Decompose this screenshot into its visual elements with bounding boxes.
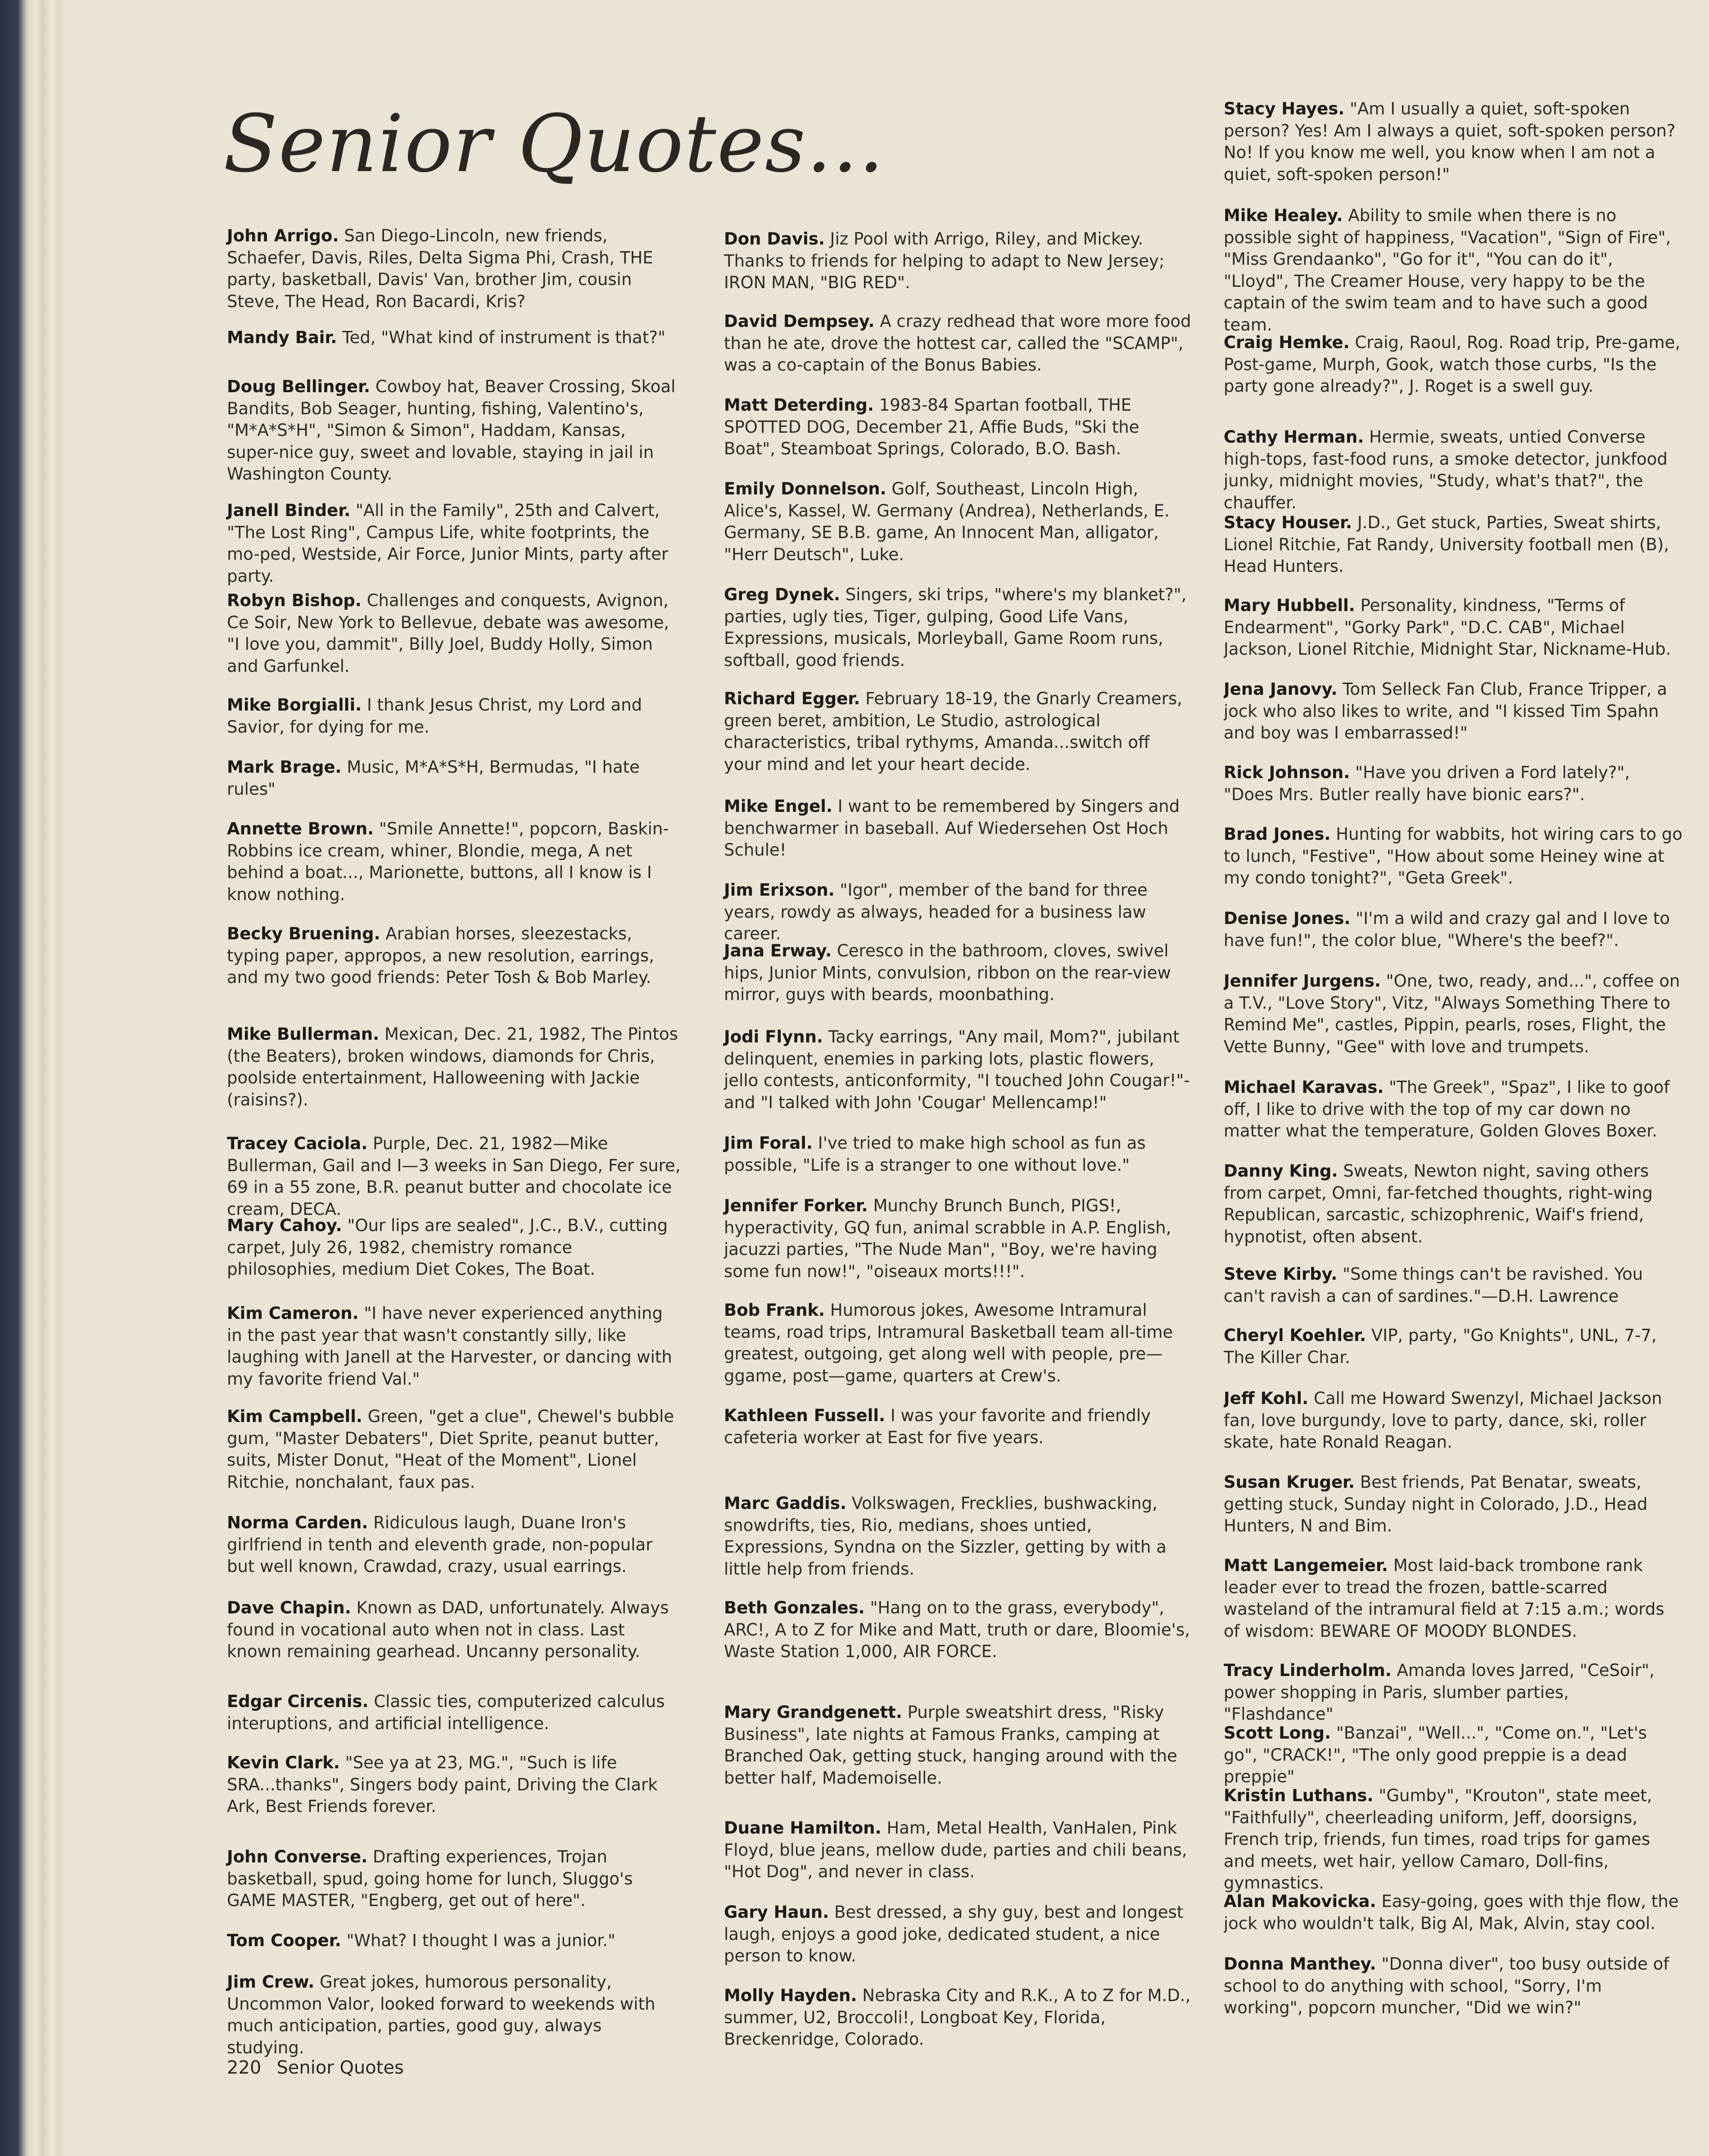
senior-name: Stacy Hayes. (1224, 99, 1345, 118)
senior-name: Becky Bruening. (227, 924, 380, 943)
quote-text: A crazy redhead that wore more food than he ate, drove the hottest car, called the "SCAMP", was a co-captain of the Bonus Babies. (724, 312, 1191, 375)
quote-entry (724, 688, 1192, 775)
quote-text: "One, two, ready, and...", coffee on a T.V., "Love Story", Vitz, "Always Something There to Remind Me", castles, Pippin, pearls, roses, Flight, the Vette Bunny, "Gee" with love and trumpets. (1224, 971, 1680, 1056)
quote-entry (724, 478, 1192, 566)
quote-text: Jiz Pool with Arrigo, Riley, and Mickey. Thanks to friends for helping to adapt to New Jersey; IRON MAN, "BIG RED". (724, 229, 1165, 292)
quote-entry (227, 1752, 682, 1818)
quote-entry (724, 796, 1192, 861)
quote-text: Music, M*A*S*H, Bermudas, "I hate rules" (227, 757, 640, 799)
quote-entry (1224, 1660, 1683, 1726)
quote-text: Most laid-back trombone rank leader ever to tread the frozen, battle-scarred wasteland of the intramural field at 7:15 a.m.; words of wisdom: BEWARE OF MOODY BLONDES. (1224, 1556, 1664, 1641)
quote-entry (724, 940, 1192, 1006)
quote-text: "I'm a wild and crazy gal and I love to have fun!", the color blue, "Where's the beef?". (1224, 909, 1670, 950)
senior-name: Jena Janovy. (1224, 679, 1338, 699)
quote-entry (1224, 595, 1683, 661)
quote-entry (1224, 426, 1683, 514)
quote-entry (227, 923, 682, 989)
senior-name: Mike Borgialli. (227, 695, 362, 715)
quote-text: Best friends, Pat Benatar, sweats, getting stuck, Sunday night in Colorado, J.D., Head Hunters, N and Bim. (1224, 1472, 1648, 1535)
senior-name: Mike Engel. (724, 797, 833, 816)
senior-name: Dave Chapin. (227, 1598, 351, 1617)
quote-entry (724, 394, 1192, 460)
senior-name: Mary Grandgenett. (724, 1703, 902, 1722)
quote-text: "Donna diver", too busy outside of school to do anything with school, "Sorry, I'm working", popcorn muncher, "Did we win?" (1224, 1954, 1669, 2017)
quote-text: J.D., Get stuck, Parties, Sweat shirts, Lionel Ritchie, Fat Randy, University football men (B), Head Hunters. (1224, 513, 1669, 576)
quote-entry (1224, 1325, 1683, 1368)
quote-entry (1224, 824, 1683, 889)
quote-entry (227, 500, 682, 587)
quote-entry (724, 228, 1192, 294)
senior-name: Norma Carden. (227, 1513, 368, 1532)
senior-name: Matt Langemeier. (1224, 1556, 1388, 1575)
quote-text: "All in the Family", 25th and Calvert, "The Lost Ring", Campus Life, white footprints, the mo-ped, Westside, Air Force, Junior Mints, party after party. (227, 501, 669, 586)
senior-name: Mark Brage. (227, 757, 342, 777)
quote-entry (227, 1512, 682, 1578)
quote-text: Ridiculous laugh, Duane Iron's girlfriend in tenth and eleventh grade, non-popular but well known, Crawdad, crazy, usual earrings. (227, 1513, 653, 1576)
page-title: Senior Quotes... (223, 98, 885, 190)
senior-name: Matt Deterding. (724, 395, 874, 415)
quote-text: Purple sweatshirt dress, "Risky Business", late nights at Famous Franks, camping at Branched Oak, getting stuck, hanging around with the better half, Mademoiselle. (724, 1703, 1177, 1788)
quote-text: I want to be remembered by Singers and benchwarmer in baseball. Auf Wiedersehen Ost Hoch Schule! (724, 797, 1180, 860)
senior-name: Emily Donnelson. (724, 479, 886, 498)
quote-entry (1224, 1785, 1683, 1894)
quote-text: February 18-19, the Gnarly Creamers, green beret, ambition, Le Studio, astrological characteristics, tribal rythyms, Amanda...switch off your mind and let your heart decide. (724, 689, 1183, 774)
page-number: 220 (227, 2057, 262, 2078)
senior-name: Tracey Caciola. (227, 1134, 368, 1153)
quote-entry (1224, 1160, 1683, 1248)
quote-text: Ted, "What kind of instrument is that?" (337, 328, 665, 347)
quote-text: Easy-going, goes with thje flow, the jock who wouldn't talk, Big Al, Mak, Alvin, stay cool. (1224, 1892, 1679, 1933)
quote-text: Amanda loves Jarred, "CeSoir", power shopping in Paris, slumber parties, "Flashdance" (1224, 1661, 1655, 1724)
senior-name: Beth Gonzales. (724, 1598, 865, 1617)
senior-name: Kevin Clark. (227, 1753, 340, 1772)
section-title: Senior Quotes (276, 2057, 404, 2078)
quote-entry (227, 1846, 682, 1912)
quote-text: "What? I thought I was a junior." (341, 1931, 615, 1950)
quote-entry (724, 1702, 1192, 1789)
quote-text: Craig, Raoul, Rog. Road trip, Pre-game, Post-game, Murph, Gook, watch those curbs, "Is the party gone already?", J. Roget is a swell guy. (1224, 333, 1681, 396)
senior-name: Molly Hayden. (724, 1986, 857, 2005)
quote-entry (227, 1133, 682, 1220)
senior-name: Tom Cooper. (227, 1931, 341, 1950)
quote-entry (1224, 1264, 1683, 1307)
senior-name: Greg Dynek. (724, 585, 841, 604)
quote-text: Ceresco in the bathroom, cloves, swivel hips, Junior Mints, convulsion, ribbon on the rear-view mirror, guys with beards, moonbathing. (724, 941, 1171, 1004)
quote-text: Known as DAD, unfortunately. Always found in vocational auto when not in class. Last known remaining gearhead. Uncanny personality. (227, 1598, 669, 1661)
quote-entry (1224, 1953, 1683, 2019)
quote-entry (724, 1405, 1192, 1449)
quote-entry (227, 590, 682, 677)
quote-text: Personality, kindness, "Terms of Endearment", "Gorky Park", "D.C. CAB", Michael Jackson, Lionel Ritchie, Midnight Star, Nickname-Hub. (1224, 596, 1671, 659)
senior-name: Jeff Kohl. (1224, 1389, 1309, 1408)
quote-entry (724, 1026, 1192, 1114)
senior-name: Kristin Luthans. (1224, 1786, 1374, 1805)
quote-entry (1224, 1077, 1683, 1142)
quote-entry (227, 1971, 682, 2059)
quote-text: Best dressed, a shy guy, best and longest laugh, enjoys a good joke, dedicated student, a nice person to know. (724, 1902, 1184, 1966)
quote-entry (227, 1024, 682, 1111)
quote-entry (724, 1597, 1192, 1663)
quote-text: Drafting experiences, Trojan basketball, spud, going home for lunch, Sluggo's GAME MASTER, "Engberg, get out of here". (227, 1847, 633, 1910)
quote-text: 1983-84 Spartan football, THE SPOTTED DOG, December 21, Affie Buds, "Ski the Boat", Steamboat Springs, Colorado, B.O. Bash. (724, 395, 1139, 458)
quote-entry (724, 1493, 1192, 1580)
senior-name: Gary Haun. (724, 1902, 829, 1922)
quote-text: Sweats, Newton night, saving others from carpet, Omni, far-fetched thoughts, right-wing Republican, sarcastic, schizophrenic, Waif's friend, hypnotist, often absent. (1224, 1161, 1653, 1246)
senior-name: Cheryl Koehler. (1224, 1326, 1366, 1345)
quote-text: I was your favorite and friendly cafeteria worker at East for five years. (724, 1406, 1151, 1447)
quote-text: Hermie, sweats, untied Converse high-tops, fast-food runs, a smoke detector, junkfood junky, midnight movies, "Study, what's that?", the chauffer. (1224, 427, 1668, 512)
quote-text: Green, "get a clue", Chewel's bubble gum, "Master Debaters", Diet Sprite, peanut butter, suits, Mister Donut, "Heat of the Moment", Lionel Ritchie, nonchalant, faux pas. (227, 1407, 674, 1492)
quote-text: Hunting for wabbits, hot wiring cars to go to lunch, "Festive", "How about some Heiney wine at my condo tonight?", "Geta Greek". (1224, 824, 1682, 888)
senior-name: Danny King. (1224, 1161, 1338, 1181)
senior-name: Annette Brown. (227, 819, 374, 838)
quote-text: "See ya at 23, MG.", "Such is life SRA...thanks", Singers body paint, Driving the Clark Ark, Best Friends forever. (227, 1753, 658, 1816)
senior-name: Doug Bellinger. (227, 377, 371, 396)
quote-text: Munchy Brunch Bunch, PIGS!, hyperactivity, GQ fun, animal scrabble in A.P. English, jacuzzi parties, "The Nude Man", "Boy, we're having some fun now!", "oiseaux morts!!!". (724, 1196, 1171, 1281)
quote-text: Ham, Metal Health, VanHalen, Pink Floyd, blue jeans, mellow dude, parties and chili beans, "Hot Dog", and never in class. (724, 1818, 1187, 1881)
quote-text: Golf, Southeast, Lincoln High, Alice's, Kassel, W. Germany (Andrea), Netherlands, E. Germany, SE B.B. game, An Innocent Man, alligator, "Herr Deutsch", Luke. (724, 479, 1170, 564)
senior-name: Duane Hamilton. (724, 1818, 882, 1838)
quote-entry (724, 1195, 1192, 1282)
quote-text: Call me Howard Swenzyl, Michael Jackson fan, love burgundy, love to party, dance, ski, roller skate, hate Ronald Reagan. (1224, 1389, 1662, 1452)
quote-entry (227, 1303, 682, 1390)
senior-name: Kathleen Fussell. (724, 1406, 886, 1425)
quote-entry (724, 1300, 1192, 1387)
senior-name: Janell Binder. (227, 501, 351, 520)
quote-entry (1224, 762, 1683, 806)
quote-entry (227, 756, 682, 800)
quote-text: Singers, ski trips, "where's my blanket?", parties, ugly ties, Tiger, gulping, Good Life Vans, Expressions, musicals, Morleyball, Game Room runs, softball, good friends. (724, 585, 1187, 670)
quote-text: Tom Selleck Fan Club, France Tripper, a jock who also likes to write, and "I kissed Tim Spahn and boy was I embarrassed!" (1224, 679, 1668, 743)
senior-name: Don Davis. (724, 229, 825, 249)
senior-name: Jim Crew. (227, 1972, 315, 1992)
quote-entry (724, 584, 1192, 671)
senior-name: Robyn Bishop. (227, 591, 362, 610)
quote-entry (1224, 205, 1683, 336)
quote-text: San Diego-Lincoln, new friends, Schaefer, Davis, Riles, Delta Sigma Phi, Crash, THE party, basketball, Davis' Van, brother Jim, cousin Steve, The Head, Ron Bacardi, Kris? (227, 226, 653, 311)
senior-name: Jim Foral. (724, 1133, 813, 1153)
quote-text: VIP, party, "Go Knights", UNL, 7-7, The Killer Char. (1224, 1326, 1657, 1367)
yearbook-page (63, 0, 1709, 2156)
senior-name: John Converse. (227, 1847, 368, 1866)
senior-name: Mike Healey. (1224, 206, 1343, 225)
quote-entry (227, 1215, 682, 1281)
quote-text: Challenges and conquests, Avignon, Ce Soir, New York to Bellevue, debate was awesome, "I love you, dammit", Billy Joel, Buddy Holly, Simon and Garfunkel. (227, 591, 669, 676)
page-footer (227, 2056, 404, 2079)
quote-text: Humorous jokes, Awesome Intramural teams, road trips, Intramural Basketball team all-time greatest, outgoing, get along well with people, pre—ggame, post—game, quarters at Crew's. (724, 1300, 1173, 1386)
quote-entry (724, 879, 1192, 945)
quote-text: I've tried to make high school as fun as possible, "Life is a stranger to one without love." (724, 1133, 1146, 1175)
senior-name: John Arrigo. (227, 226, 339, 245)
quote-entry (227, 1597, 682, 1663)
quote-entry (724, 1817, 1192, 1883)
quote-text: Purple, Dec. 21, 1982—Mike Bullerman, Gail and I—3 weeks in San Diego, Fer sure, 69 in a 55 zone, B.R. peanut butter and chocolate ice cream, DECA. (227, 1134, 681, 1219)
senior-name: Donna Manthey. (1224, 1954, 1376, 1974)
senior-name: Mary Hubbell. (1224, 596, 1355, 615)
senior-name: Susan Kruger. (1224, 1472, 1355, 1492)
quote-entry (227, 376, 682, 485)
quote-entry (724, 311, 1192, 376)
senior-name: Tracy Linderholm. (1224, 1661, 1392, 1680)
senior-name: Mary Cahoy. (227, 1216, 342, 1235)
senior-name: Bob Frank. (724, 1300, 825, 1320)
quote-entry (724, 1902, 1192, 1967)
quote-entry (1224, 1891, 1683, 1934)
senior-name: Kim Campbell. (227, 1407, 362, 1426)
quote-entry (1224, 679, 1683, 744)
quote-entry (227, 1930, 682, 1952)
book-page-edges (0, 0, 68, 2156)
senior-name: Richard Egger. (724, 689, 860, 708)
senior-name: Mike Bullerman. (227, 1024, 380, 1044)
senior-name: Scott Long. (1224, 1723, 1331, 1743)
senior-name: Steve Kirby. (1224, 1264, 1338, 1284)
quotes-column-right (1224, 0, 1709, 2156)
quote-text: Mexican, Dec. 21, 1982, The Pintos (the Beaters), broken windows, diamonds for Chris, poolside entertainment, Halloweening with Jackie (raisins?). (227, 1024, 678, 1110)
senior-name: Jennifer Jurgens. (1224, 971, 1381, 991)
quote-entry (227, 694, 682, 738)
quote-entry (1224, 332, 1683, 398)
quote-text: "The Greek", "Spaz", I like to goof off, I like to drive with the top of my car down no matter what the temperature, Golden Gloves Boxer. (1224, 1078, 1670, 1141)
quote-text: Volkswagen, Frecklies, bushwacking, snowdrifts, ties, Rio, medians, shoes untied, Expressions, Syndna on the Sizzler, getting by with a little help from friends. (724, 1494, 1166, 1579)
quote-text: Arabian horses, sleezestacks, typing paper, appropos, a new resolution, earrings, and my two good friends: Peter Tosh & Bob Marley. (227, 924, 654, 987)
quote-text: Great jokes, humorous personality, Uncommon Valor, looked forward to weekends with much anticipation, parties, good guy, always studying. (227, 1972, 656, 2057)
quote-text: Nebraska City and R.K., A to Z for M.D., summer, U2, Broccoli!, Longboat Key, Florida, Breckenridge, Colorado. (724, 1986, 1191, 2049)
quote-text: Cowboy hat, Beaver Crossing, Skoal Bandits, Bob Seager, hunting, fishing, Valentino's, "M*A*S*H", "Simon & Simon", Haddam, Kansas, super-nice guy, sweet and lovable, staying in jail in Washington County. (227, 377, 676, 484)
senior-name: Alan Makovicka. (1224, 1892, 1376, 1911)
senior-name: Jodi Flynn. (724, 1027, 823, 1046)
quote-entry (1224, 98, 1683, 186)
quote-entry (1224, 1388, 1683, 1454)
quote-entry (724, 1985, 1192, 2051)
quote-entry (227, 225, 682, 313)
quote-entry (227, 327, 682, 349)
quote-entry (227, 818, 682, 906)
quote-entry (1224, 970, 1683, 1058)
senior-name: Edgar Circenis. (227, 1692, 369, 1711)
quote-text: Classic ties, computerized calculus interuptions, and artificial intelligence. (227, 1692, 665, 1733)
quote-text: "Our lips are sealed", J.C., B.V., cutting carpet, July 26, 1982, chemistry romance philosophies, medium Diet Cokes, The Boat. (227, 1216, 668, 1279)
quote-text: "Banzai", "Well...", "Come on.", "Let's go", "CRACK!", "The only good preppie is a dead preppie" (1224, 1723, 1647, 1786)
quote-entry (1224, 1555, 1683, 1642)
quote-text: "Smile Annette!", popcorn, Baskin-Robbins ice cream, whiner, Blondie, mega, A net behind a boat..., Marionette, buttons, all I know is I know nothing. (227, 819, 669, 904)
quote-text: "Some things can't be ravished. You can't ravish a can of sardines."—D.H. Lawrence (1224, 1264, 1643, 1306)
quote-text: "Hang on to the grass, everybody", ARC!, A to Z for Mike and Matt, truth or dare, Bloomie's, Waste Station 1,000, AIR FORCE. (724, 1598, 1190, 1661)
senior-name: David Dempsey. (724, 312, 875, 331)
senior-name: Brad Jones. (1224, 824, 1331, 844)
senior-name: Cathy Herman. (1224, 427, 1364, 447)
senior-name: Rick Johnson. (1224, 763, 1350, 782)
quote-text: Ability to smile when there is no possible sight of happiness, "Vacation", "Sign of Fire", "Miss Grendaanko", "Go for it", "You can do it", "Lloyd", The Creamer House, very happy to be the captain of the swim team and to have such a good team. (1224, 206, 1671, 335)
senior-name: Michael Karavas. (1224, 1078, 1384, 1097)
senior-name: Mandy Bair. (227, 328, 337, 347)
senior-name: Jana Erway. (724, 941, 832, 960)
quote-text: Tacky earrings, "Any mail, Mom?", jubilant delinquent, enemies in parking lots, plastic flowers, jello contests, anticonformity, "I touched John Cougar!"-and "I talked with John 'Cougar' Mellencamp!" (724, 1027, 1190, 1112)
quote-text: "Am I usually a quiet, soft-spoken person? Yes! Am I always a quiet, soft-spoken person? No! If you know me well, you know when I am not a quiet, soft-spoken person!" (1224, 99, 1676, 184)
senior-name: Jennifer Forker. (724, 1196, 868, 1215)
quote-entry (227, 1691, 682, 1735)
senior-name: Marc Gaddis. (724, 1494, 846, 1513)
quote-entry (227, 1406, 682, 1493)
senior-name: Stacy Houser. (1224, 513, 1352, 532)
quote-entry (1224, 1472, 1683, 1537)
quote-text: "Gumby", "Krouton", state meet, "Faithfully", cheerleading uniform, Jeff, doorsigns, French trip, friends, fun times, road trips for games and meets, wet hair, yellow Camaro, Doll-fins, gymnastics. (1224, 1786, 1652, 1893)
senior-name: Denise Jones. (1224, 909, 1351, 928)
quote-text: "I have never experienced anything in the past year that wasn't constantly silly, like laughing with Janell at the Harvester, or dancing with my favorite friend Val." (227, 1304, 672, 1389)
quote-text: "Have you driven a Ford lately?", "Does Mrs. Butler really have bionic ears?". (1224, 763, 1630, 804)
senior-name: Craig Hemke. (1224, 333, 1350, 352)
senior-name: Kim Cameron. (227, 1304, 359, 1323)
quote-entry (1224, 908, 1683, 951)
quote-text: "Igor", member of the band for three years, rowdy as always, headed for a business law career. (724, 880, 1148, 943)
quote-entry (724, 1132, 1192, 1176)
senior-name: Jim Erixson. (724, 880, 835, 900)
quote-entry (1224, 512, 1683, 578)
quote-text: I thank Jesus Christ, my Lord and Savior, for dying for me. (227, 695, 642, 737)
quote-entry (1224, 1722, 1683, 1788)
